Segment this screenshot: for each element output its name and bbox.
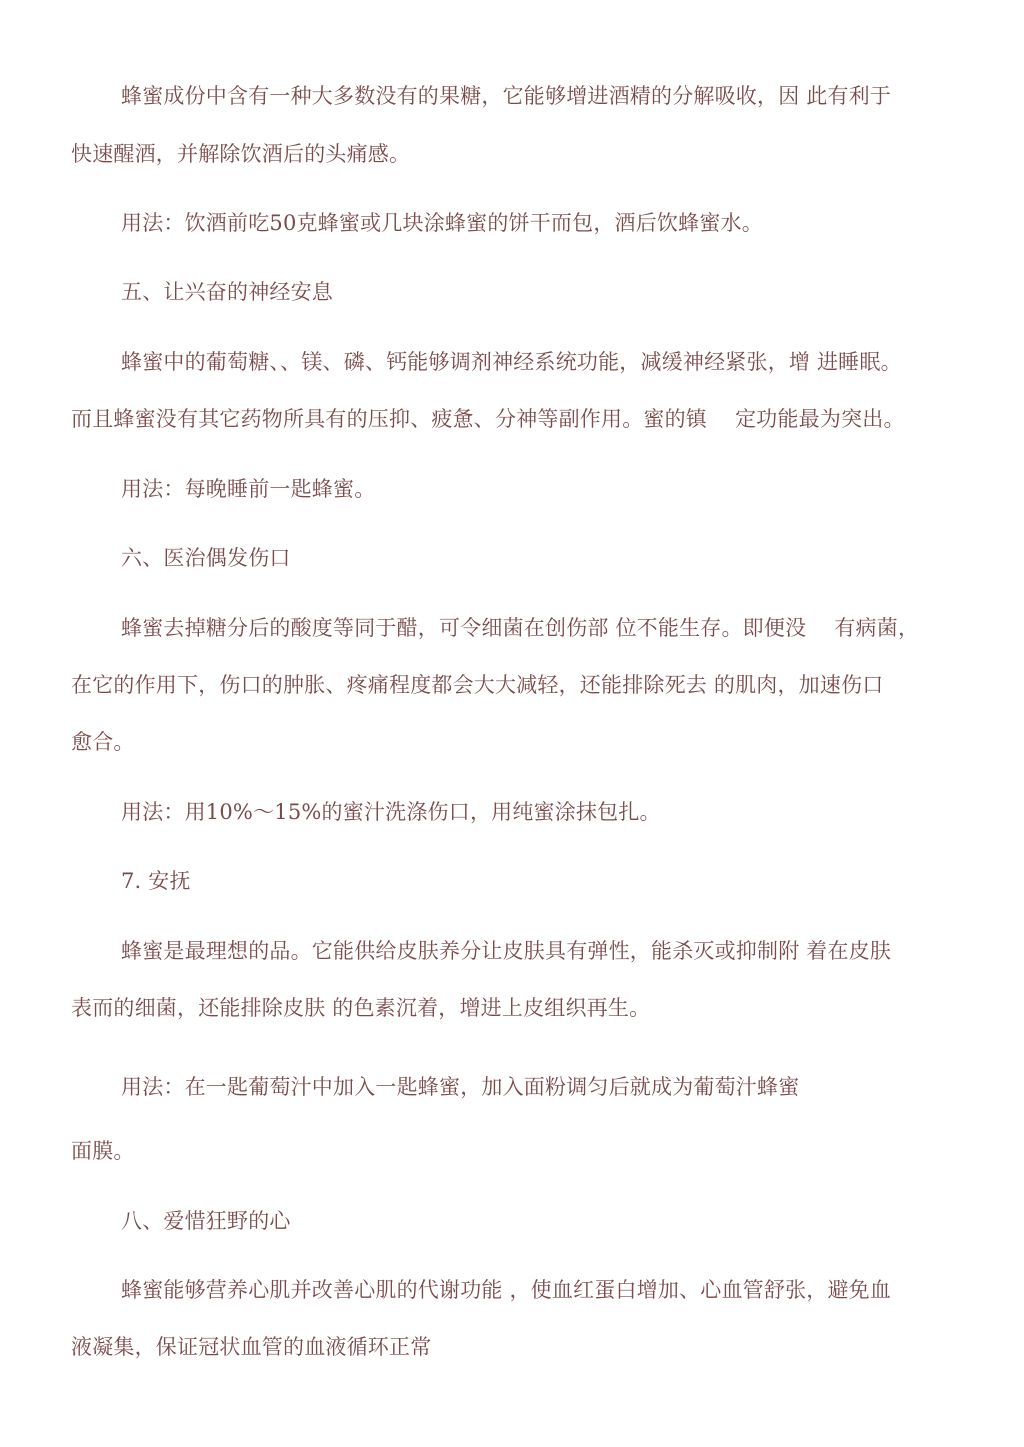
paragraph-line: 面膜。 (71, 1139, 135, 1163)
paragraph-line: 在它的作用下，伤口的肿胀、疼痛程度都会大大减轻，还能排除死去 的肌肉，加速伤口 (71, 673, 884, 697)
paragraph-line: 蜂蜜中的葡萄糖、、镁、磷、钙能够调剂神经系统功能，减缓神经紧张，增 进睡眠。 (121, 350, 902, 374)
usage-line: 用法：在一匙葡萄汁中加入一匙蜂蜜，加入面粉调匀后就成为葡萄汁蜂蜜 (121, 1075, 800, 1099)
paragraph-line: 快速醒酒，并解除饮酒后的头痛感。 (71, 142, 411, 166)
paragraph-line: 蜂蜜去掉糖分后的酸度等同于醋，可令细菌在创伤部 位不能生存。即便没 有病菌， (121, 616, 920, 640)
section-heading: 五、让兴奋的神经安息 (121, 280, 333, 304)
section-heading: 六、医治偶发伤口 (121, 546, 291, 570)
paragraph-line: 愈合。 (71, 730, 135, 754)
paragraph-line: 而且蜂蜜没有其它药物所具有的压抑、疲惫、分神等副作用。蜜的镇 定功能最为突出。 (71, 407, 905, 431)
paragraph-line: 蜂蜜是最理想的品。它能供给皮肤养分让皮肤具有弹性，能杀灭或抑制附 着在皮肤 (121, 939, 892, 963)
paragraph-line: 表而的细菌，还能排除皮肤 的色素沉着，增进上皮组织再生。 (71, 996, 651, 1020)
section-heading: 八、爱惜狂野的心 (121, 1209, 291, 1233)
paragraph-line: 液凝集，保证冠状血管的血液循环正常 (71, 1335, 432, 1359)
paragraph-line: 蜂蜜能够营养心肌并改善心肌的代谢功能 ，使血红蛋白增加、心血管舒张，避免血 (121, 1278, 892, 1302)
usage-line: 用法：每晚睡前一匙蜂蜜。 (121, 477, 376, 501)
usage-line: 用法：用10%〜15%的蜜汁洗涤伤口，用纯蜜涂抹包扎。 (121, 800, 661, 824)
paragraph-line: 蜂蜜成份中含有一种大多数没有的果糖，它能够增进酒精的分解吸收，因 此有利于 (121, 84, 892, 108)
section-heading: 7. 安抚 (121, 869, 191, 893)
usage-line: 用法：饮酒前吃50克蜂蜜或几块涂蜂蜜的饼干而包，酒后饮蜂蜜水。 (121, 211, 763, 235)
